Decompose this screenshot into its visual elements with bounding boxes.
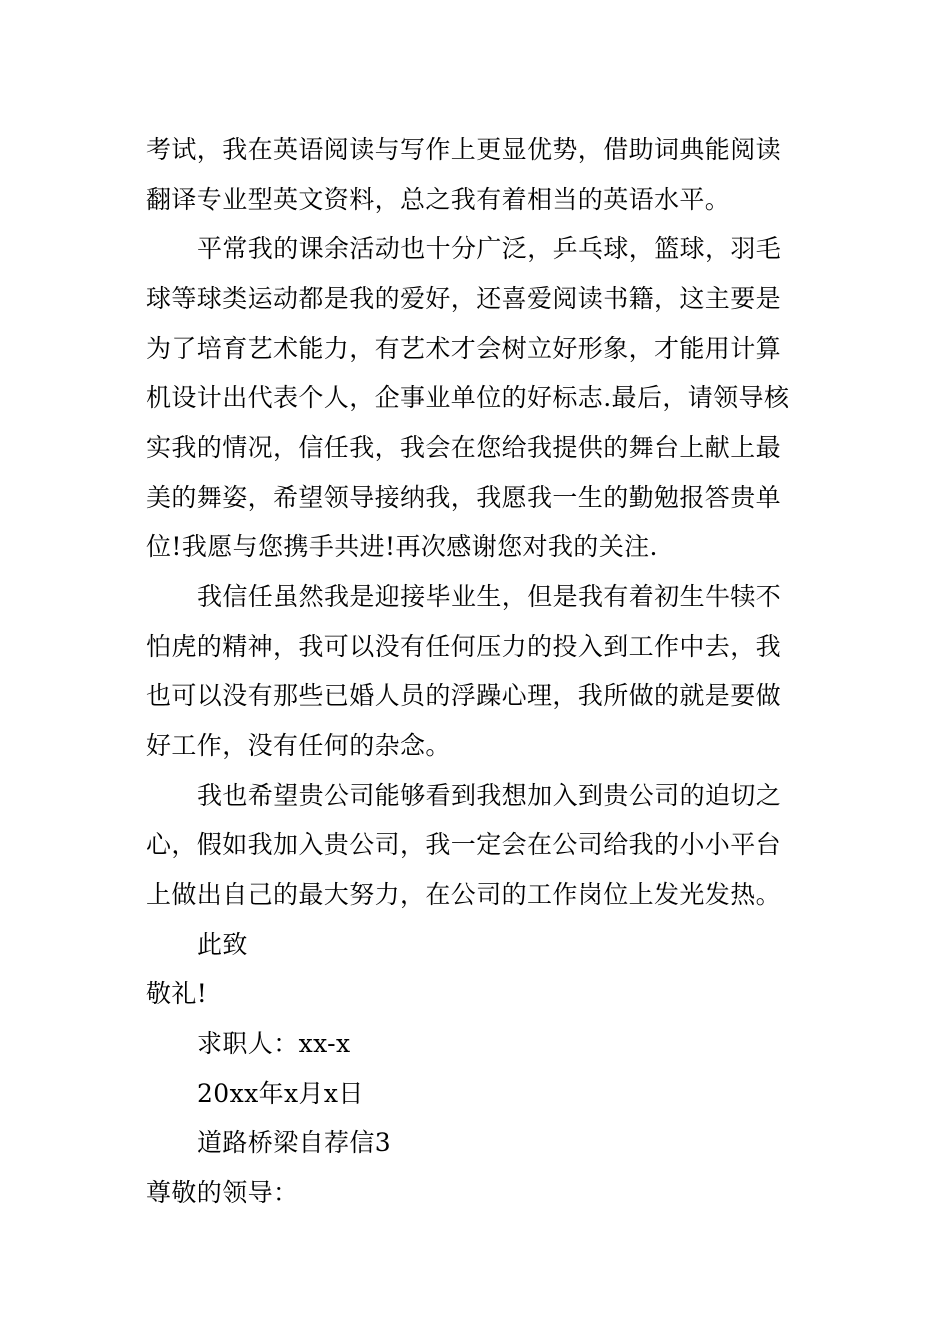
greeting: 尊敬的领导： xyxy=(146,1178,299,1207)
paragraph-line: 考试，我在英语阅读与写作上更显优势，借助词典能阅读 xyxy=(146,135,782,164)
paragraph-line: 好工作，没有任何的杂念。 xyxy=(146,731,451,760)
paragraph-line: 也可以没有那些已婚人员的浮躁心理，我所做的就是要做 xyxy=(146,681,782,710)
closing-regards: 敬礼! xyxy=(146,979,208,1008)
paragraph-line: 翻译专业型英文资料，总之我有着相当的英语水平。 xyxy=(146,185,731,214)
paragraph-line: 球等球类运动都是我的爱好，还喜爱阅读书籍，这主要是 xyxy=(146,284,782,313)
paragraph-line: 为了培育艺术能力，有艺术才会树立好形象，才能用计算 xyxy=(146,334,782,363)
paragraph-line: 我信任虽然我是迎接毕业生，但是我有着初生牛犊不 xyxy=(197,582,782,611)
paragraph-line: 心，假如我加入贵公司，我一定会在公司给我的小小平台 xyxy=(146,830,782,859)
paragraph-line: 怕虎的精神，我可以没有任何压力的投入到工作中去，我 xyxy=(146,632,782,661)
paragraph-line: 美的舞姿，希望领导接纳我，我愿我一生的勤勉报答贵单 xyxy=(146,483,782,512)
paragraph-line: 机设计出代表个人，企事业单位的好标志.最后，请领导核 xyxy=(146,383,790,412)
paragraph-line: 实我的情况，信任我，我会在您给我提供的舞台上献上最 xyxy=(146,433,782,462)
paragraph-line: 平常我的课余活动也十分广泛，乒乓球，篮球，羽毛 xyxy=(197,234,782,263)
paragraph-line: 上做出自己的最大努力，在公司的工作岗位上发光发热。 xyxy=(146,880,782,909)
paragraph-line: 我也希望贵公司能够看到我想加入到贵公司的迫切之 xyxy=(197,781,782,810)
applicant-signature: 求职人：xx-x xyxy=(197,1029,351,1058)
section-title: 道路桥梁自荐信3 xyxy=(197,1128,392,1157)
paragraph-line: 位!我愿与您携手共进!再次感谢您对我的关注. xyxy=(146,532,658,561)
closing-salutation: 此致 xyxy=(197,930,248,959)
letter-date: 20xx年x月x日 xyxy=(197,1079,364,1108)
